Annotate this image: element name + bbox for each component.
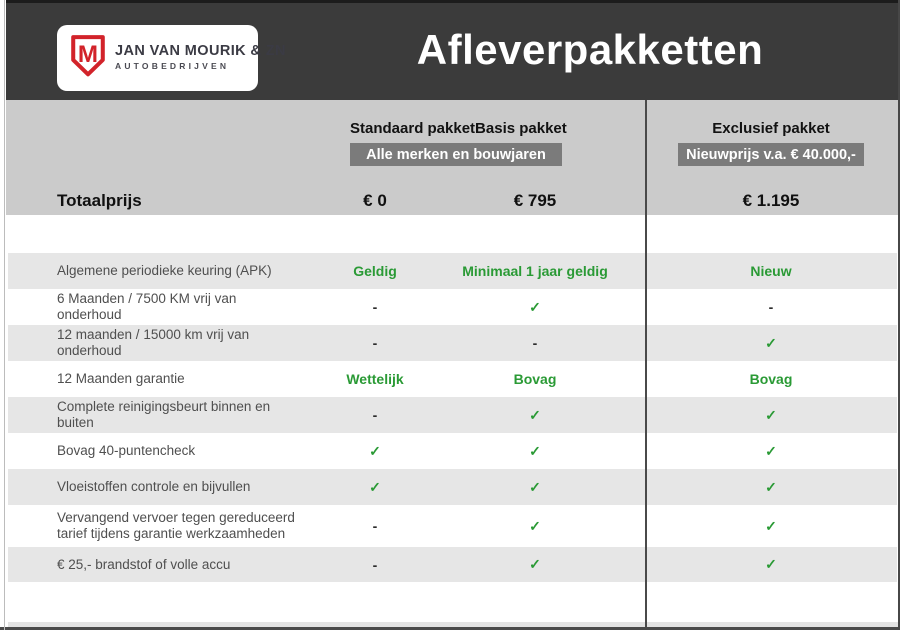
svg-text:M: M bbox=[77, 40, 99, 68]
dealer-logo-text bbox=[115, 44, 286, 71]
cell-standaard: Wettelijk bbox=[346, 371, 404, 387]
cell-basis: ✓ bbox=[529, 517, 541, 534]
package-headers-left bbox=[350, 120, 567, 137]
dealer-name: JAN VAN MOURIK & ZN bbox=[115, 43, 286, 60]
row-label: 12 Maanden garantie bbox=[57, 371, 185, 387]
table-row bbox=[8, 469, 897, 505]
table-row bbox=[8, 505, 897, 547]
table-row bbox=[8, 325, 897, 361]
total-price-basis: € 795 bbox=[513, 191, 557, 210]
table-row bbox=[8, 253, 897, 289]
cell-standaard: - bbox=[372, 556, 378, 573]
row-label: Bovag 40-puntencheck bbox=[57, 443, 196, 459]
column-header-standaard: Standaard pakket bbox=[350, 120, 476, 137]
cell-basis: Bovag bbox=[513, 371, 557, 387]
exclusief-badge: Nieuwprijs v.a. € 40.000,- bbox=[678, 143, 864, 166]
column-header-exclusief: Exclusief pakket bbox=[712, 120, 830, 137]
cell-standaard: Geldig bbox=[353, 263, 397, 279]
exclusief-column-divider bbox=[645, 100, 647, 627]
cell-basis: - bbox=[532, 335, 538, 351]
cell-standaard: - bbox=[372, 335, 378, 351]
row-label: Vloeistoffen controle en bijvullen bbox=[57, 479, 251, 495]
row-label: € 25,- brandstof of volle accu bbox=[57, 556, 231, 572]
table-row bbox=[8, 547, 897, 582]
cell-exclusief: ✓ bbox=[765, 334, 777, 351]
total-price-standaard: € 0 bbox=[363, 191, 387, 210]
cell-exclusief: ✓ bbox=[765, 517, 777, 534]
page-title: Afleverpakketten bbox=[416, 25, 764, 73]
table-row bbox=[8, 361, 897, 397]
cell-basis: Minimaal 1 jaar geldig bbox=[462, 263, 608, 279]
cell-standaard: ✓ bbox=[369, 478, 381, 495]
totals-label: Totaalprijs bbox=[57, 191, 142, 210]
cell-standaard: ✓ bbox=[369, 442, 381, 459]
cell-standaard: - bbox=[372, 299, 378, 315]
feature-table bbox=[8, 253, 897, 582]
row-label: Complete reinigingsbeurt binnen en buiten bbox=[57, 399, 271, 430]
total-price-exclusief: € 1.195 bbox=[742, 191, 800, 210]
brand-shield-icon bbox=[70, 34, 106, 82]
cell-exclusief: ✓ bbox=[765, 442, 777, 459]
cell-exclusief: Bovag bbox=[749, 371, 793, 387]
column-header-basis: Basis pakket bbox=[475, 120, 567, 137]
dealer-subtitle: AUTOBEDRIJVEN bbox=[115, 61, 230, 72]
row-label: Vervangend vervoer tegen gereduceerd tarief tijdens garantie werkzaamheden bbox=[57, 510, 295, 541]
cell-basis: ✓ bbox=[529, 298, 541, 315]
table-row bbox=[8, 433, 897, 469]
standaard-basis-badge: Alle merken en bouwjaren bbox=[350, 143, 562, 166]
table-row bbox=[8, 289, 897, 325]
package-header-band bbox=[6, 100, 898, 215]
cell-basis: ✓ bbox=[529, 406, 541, 423]
left-edge-line bbox=[4, 0, 5, 630]
cell-exclusief: Nieuw bbox=[750, 263, 792, 279]
cell-standaard: - bbox=[372, 518, 378, 534]
cell-basis: ✓ bbox=[529, 556, 541, 572]
table-row bbox=[8, 397, 897, 433]
row-label: 6 Maanden / 7500 KM vrij van onderhoud bbox=[57, 291, 237, 322]
cell-basis: ✓ bbox=[529, 478, 541, 495]
dealer-logo bbox=[57, 25, 286, 91]
cell-basis: ✓ bbox=[529, 442, 541, 459]
totals-row bbox=[8, 188, 898, 214]
cell-exclusief: ✓ bbox=[765, 406, 777, 423]
cell-standaard: - bbox=[372, 407, 378, 423]
row-label: Algemene periodieke keuring (APK) bbox=[57, 263, 272, 279]
cell-exclusief: - bbox=[768, 299, 774, 315]
cell-exclusief: ✓ bbox=[765, 556, 777, 572]
row-label: 12 maanden / 15000 km vrij van onderhoud bbox=[57, 327, 250, 358]
cell-exclusief: ✓ bbox=[765, 478, 777, 495]
header-bar bbox=[6, 0, 898, 100]
